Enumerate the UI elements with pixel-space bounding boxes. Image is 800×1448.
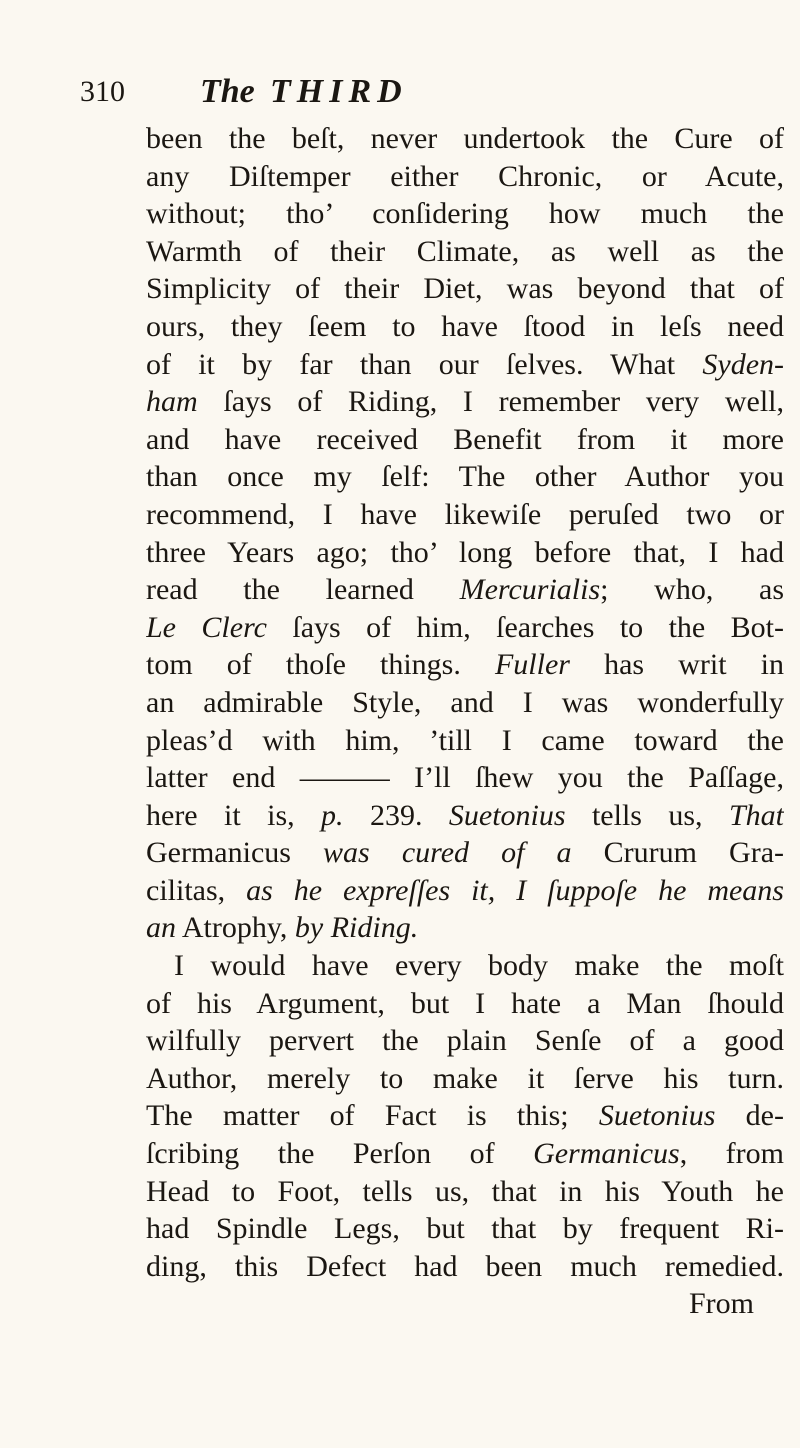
text-segment: ſcribing the Perſon of [146, 1137, 534, 1171]
text-line [146, 158, 784, 196]
italic-text: Le Clerc [146, 610, 267, 644]
text-segment: tom of thoſe things. [146, 648, 495, 682]
text-line [146, 1210, 784, 1248]
text-segment: three Years ago; tho’ long before that, I had [146, 535, 784, 569]
text-line [146, 1022, 784, 1060]
italic-text: Suetonius [598, 1099, 716, 1133]
text-segment: recommend, I have likewiſe peruſed two or [146, 497, 784, 531]
text-line [146, 947, 784, 985]
text-segment: wilfully pervert the plain Senſe of a good [146, 1024, 784, 1058]
page-number: 310 [80, 75, 125, 108]
text-line [146, 270, 784, 308]
text-segment: without; tho’ conſidering how much the [146, 197, 784, 231]
italic-text: Suetonius [448, 798, 566, 832]
running-head-article: The [200, 73, 255, 110]
text-segment: Author, merely to make it ſerve his turn. [146, 1061, 784, 1095]
body-text [146, 120, 784, 1323]
text-line [146, 909, 784, 947]
italic-text: Fuller [494, 648, 570, 682]
text-segment: I would have every body make the moſt [174, 949, 784, 983]
text-line [146, 383, 784, 421]
text-segment: been the beſt, never undertook the Cure of [146, 122, 784, 155]
text-line [146, 1097, 784, 1135]
text-line [146, 646, 784, 684]
running-head-title: THIRD [270, 73, 408, 110]
text-line [146, 534, 784, 572]
text-line [146, 834, 784, 872]
text-segment: here it is, [146, 798, 322, 832]
text-line [146, 759, 784, 797]
text-segment: de- [715, 1099, 784, 1133]
text-segment: , from [679, 1137, 784, 1171]
text-line [146, 120, 784, 158]
text-segment: tells us, [565, 798, 729, 832]
text-segment: pleas’d with him, ’till I came toward the [146, 723, 784, 757]
text-segment: had Spindle Legs, but that by frequent Ri- [146, 1212, 784, 1246]
text-segment: and have received Benefit from it more [146, 422, 784, 456]
text-line [146, 1135, 784, 1173]
text-segment: ſays of him, ſearches to the Bot- [266, 610, 784, 644]
text-line [146, 797, 784, 835]
text-segment: cilitas, [146, 873, 247, 907]
text-line [146, 308, 784, 346]
text-segment: read the learned [146, 573, 460, 607]
text-line [146, 1173, 784, 1211]
text-segment: Head to Foot, tells us, that in his Youth he [146, 1174, 784, 1208]
italic-text: was cured of a [323, 836, 572, 870]
text-line [146, 1248, 784, 1286]
text-segment: Simplicity of their Diet, was beyond that of [146, 272, 784, 306]
text-segment: 239. [343, 798, 449, 832]
text-line [146, 233, 784, 271]
text-segment: Germanicus [146, 836, 324, 870]
italic-text: by Riding. [294, 911, 419, 945]
text-line [146, 722, 784, 760]
text-segment: latter end ——— I’ll ſhew you the Paſſage, [146, 761, 784, 795]
text-line [146, 1060, 784, 1098]
running-head [80, 72, 760, 112]
text-line [146, 496, 784, 534]
text-segment: an admirable Style, and I was wonderfully [146, 685, 784, 719]
text-line [146, 421, 784, 459]
text-segment: Warmth of their Climate, as well as the [146, 234, 784, 268]
text-segment: From [688, 1287, 754, 1321]
text-line [146, 985, 784, 1023]
italic-text: ham [146, 385, 198, 419]
italic-text: Germanicus [533, 1137, 680, 1171]
text-line [146, 872, 784, 910]
text-line [146, 458, 784, 496]
text-segment: The matter of Fact is this; [146, 1099, 599, 1133]
italic-text: as he expreſſes it, I ſuppoſe he means [246, 873, 784, 907]
text-segment: ours, they ſeem to have ſtood in leſs need [146, 309, 784, 343]
text-segment: any Diſtemper either Chronic, or Acute, [146, 159, 784, 193]
text-segment: Crurum Gra- [571, 836, 784, 870]
text-segment: ding, this Defect had been much remedied. [146, 1249, 784, 1283]
text-segment: has writ in [569, 648, 784, 682]
text-line [146, 346, 784, 384]
text-line [146, 195, 784, 233]
text-segment: ſays of Riding, I remember very well, [197, 385, 784, 419]
italic-text: Syden- [702, 347, 784, 381]
text-segment: ; who, as [600, 573, 784, 607]
italic-text: That [728, 798, 784, 832]
italic-text: an [146, 911, 176, 945]
text-segment: of his Argument, but I hate a Man ſhould [146, 986, 784, 1020]
text-line [146, 609, 784, 647]
italic-text: Mercurialis [459, 573, 601, 607]
text-line [146, 684, 784, 722]
text-segment: than once my ſelf: The other Author you [146, 460, 784, 494]
text-segment: Atrophy, [176, 911, 295, 945]
text-line [146, 571, 784, 609]
text-line [146, 1285, 784, 1323]
italic-text: p. [321, 798, 344, 832]
text-segment: of it by far than our ſelves. What [146, 347, 703, 381]
